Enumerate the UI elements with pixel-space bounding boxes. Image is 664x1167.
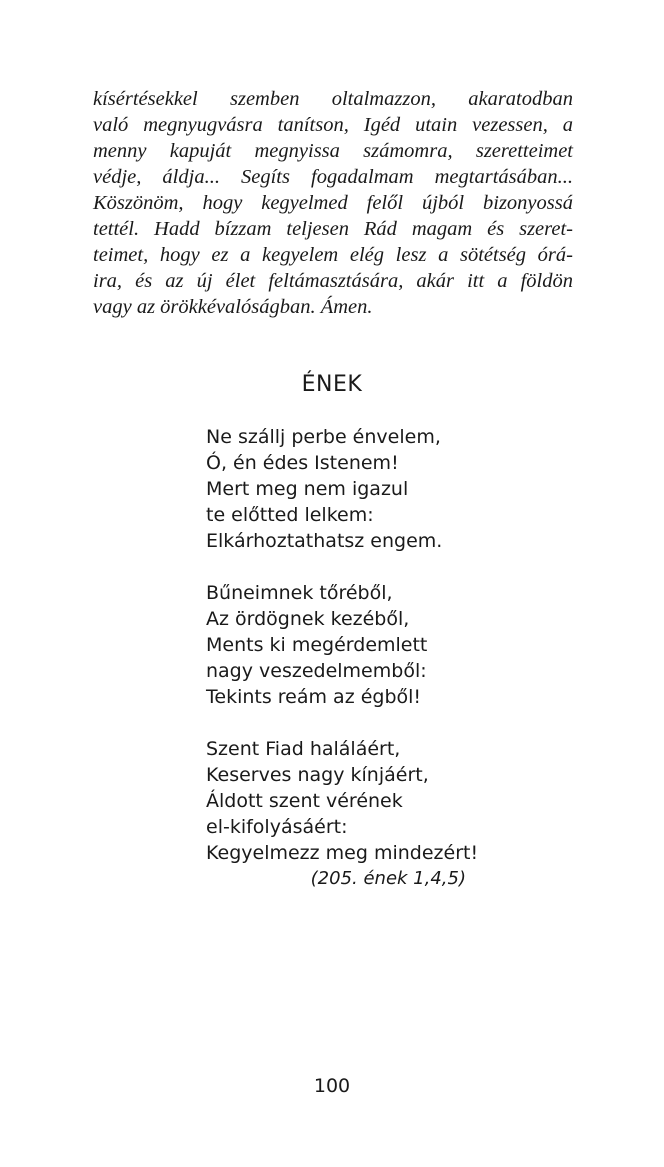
hymn-line: Kegyelmezz meg mindezért!: [206, 842, 479, 864]
hymn-stanza-1: [206, 424, 506, 554]
hymn-text: [206, 424, 506, 892]
prayer-line: való megnyugvásra tanítson, Igéd utain vezessen, a: [93, 114, 573, 136]
hymn-line: Az ördögnek kezéből,: [206, 608, 410, 630]
prayer-line: tettél. Hadd bízzam teljesen Rád magam és szeret-: [93, 218, 573, 240]
prayer-paragraph: [93, 86, 573, 320]
hymn-stanza-2: [206, 580, 506, 710]
hymn-line: Szent Fiad haláláért,: [206, 738, 401, 760]
prayer-line: ira, és az új élet feltámasztására, akár itt a földön: [93, 270, 573, 292]
section-title: ÉNEK: [301, 372, 363, 397]
hymn-reference: (205. ének 1,4,5): [310, 868, 466, 889]
hymn-stanza-3: [206, 736, 506, 892]
hymn-line: Ne szállj perbe énvelem,: [206, 426, 441, 448]
prayer-line: vagy az örökkévalóságban. Ámen.: [93, 296, 373, 318]
hymn-line: Áldott szent vérének: [206, 790, 403, 812]
hymn-line: Ó, én édes Istenem!: [206, 452, 399, 474]
prayer-line: kísértésekkel szemben oltalmazzon, akaratodban: [93, 88, 573, 110]
prayer-line: Köszönöm, hogy kegyelmed felől újból bizonyossá: [93, 192, 573, 214]
hymn-line: Elkárhoztathatsz engem.: [206, 530, 443, 552]
hymn-line: el-kifolyásáért:: [206, 816, 348, 838]
hymn-line: Bűneimnek tőréből,: [206, 582, 393, 604]
hymn-line: nagy veszedelmemből:: [206, 660, 427, 682]
prayer-line: teimet, hogy ez a kegyelem elég lesz a sötétség órá-: [93, 244, 573, 266]
hymn-line: Mert meg nem igazul: [206, 478, 409, 500]
hymn-line: te előtted lelkem:: [206, 504, 374, 526]
prayer-line: védje, áldja... Segíts fogadalmam megtartásában...: [93, 166, 573, 188]
hymn-line: Tekints reám az égből!: [206, 686, 422, 708]
hymn-line: Keserves nagy kínjáért,: [206, 764, 429, 786]
prayer-line: menny kapuját megnyissa számomra, szeretteimet: [93, 140, 573, 162]
page-number: 100: [313, 1075, 351, 1097]
hymn-line: Ments ki megérdemlett: [206, 634, 428, 656]
